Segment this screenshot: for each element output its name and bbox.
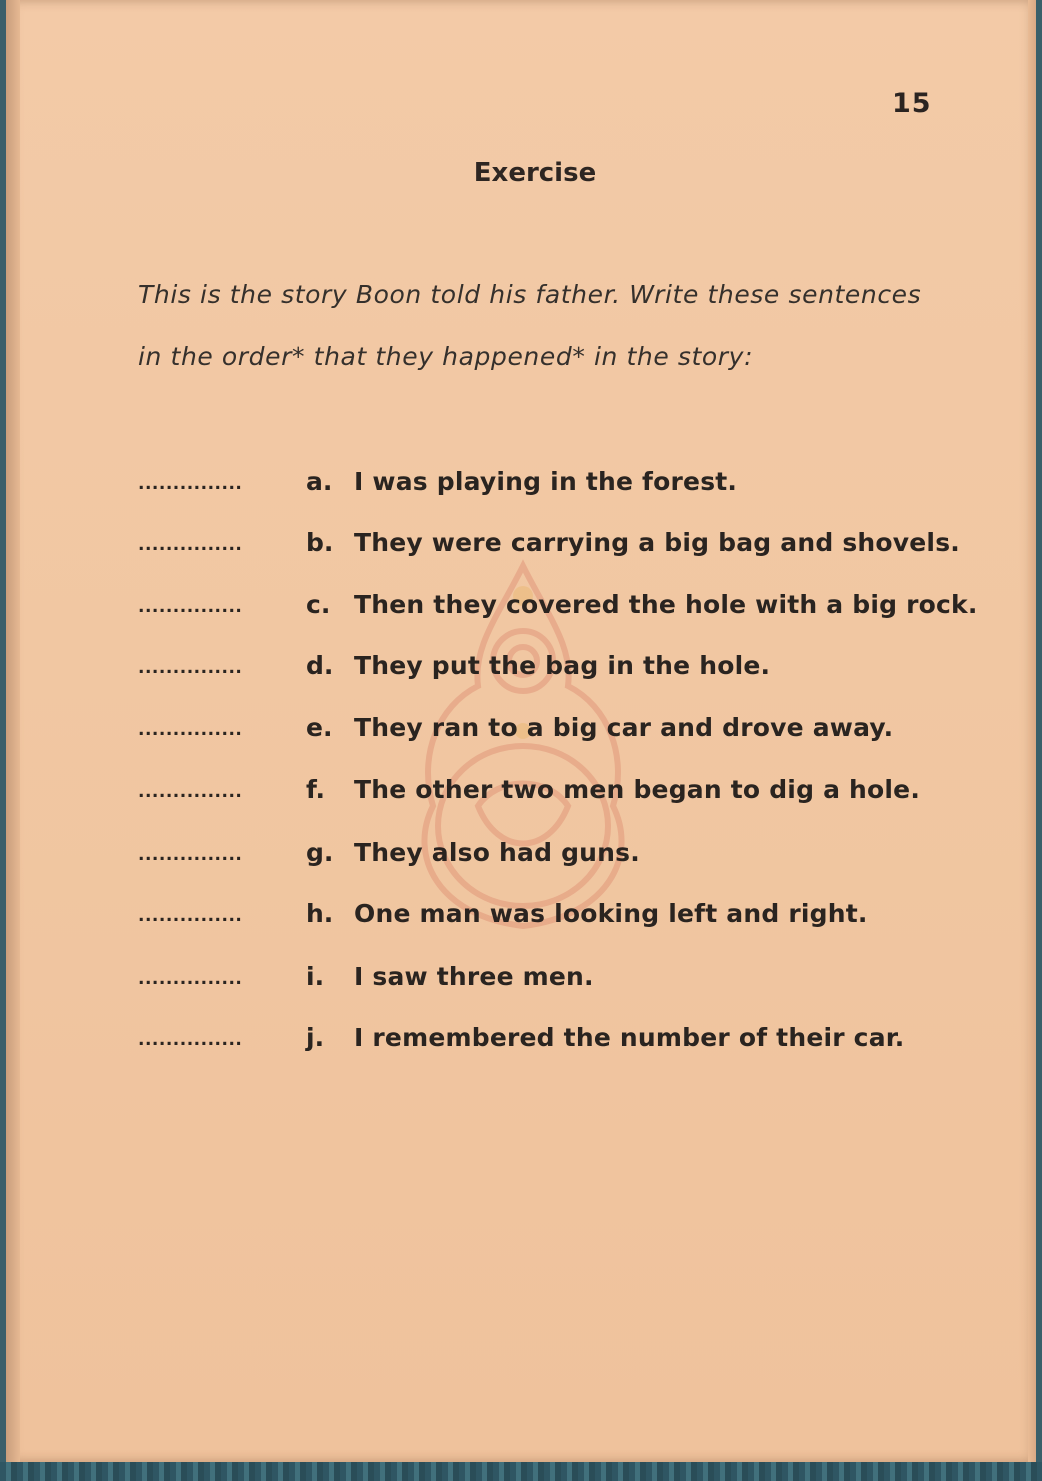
answer-blank[interactable]: ............... bbox=[138, 845, 243, 865]
item-letter: f. bbox=[306, 775, 326, 804]
item-sentence: Then they covered the hole with a big rock. bbox=[354, 590, 978, 619]
instruction-line-1: This is the story Boon told his father. Write these sentences bbox=[138, 280, 922, 309]
exercise-title: Exercise bbox=[473, 158, 597, 188]
answer-blank[interactable]: ............... bbox=[138, 474, 243, 494]
page-right-edge bbox=[1028, 0, 1036, 1462]
list-item bbox=[138, 708, 938, 748]
answer-blank[interactable]: ............... bbox=[138, 906, 243, 926]
item-sentence: I saw three men. bbox=[354, 962, 594, 991]
item-letter: i. bbox=[306, 962, 325, 991]
item-sentence: They were carrying a big bag and shovels. bbox=[354, 528, 960, 557]
item-letter: j. bbox=[306, 1023, 325, 1052]
list-item bbox=[138, 957, 938, 997]
list-item bbox=[138, 770, 938, 810]
item-letter: g. bbox=[306, 838, 334, 867]
item-sentence: They ran to a big car and drove away. bbox=[354, 713, 894, 742]
item-sentence: They also had guns. bbox=[354, 838, 640, 867]
answer-blank[interactable]: ............... bbox=[138, 658, 243, 678]
item-sentence: I remembered the number of their car. bbox=[354, 1023, 905, 1052]
list-item bbox=[138, 462, 938, 502]
item-sentence: The other two men began to dig a hole. bbox=[354, 775, 921, 804]
item-letter: e. bbox=[306, 713, 333, 742]
item-sentence: I was playing in the forest. bbox=[354, 467, 738, 496]
instruction-line-2: in the order* that they happened* in the story: bbox=[138, 342, 754, 371]
item-letter: d. bbox=[306, 651, 334, 680]
list-item bbox=[138, 585, 978, 625]
book-page bbox=[6, 0, 1036, 1462]
list-item bbox=[138, 646, 938, 686]
item-letter: b. bbox=[306, 528, 334, 557]
list-item bbox=[138, 523, 960, 563]
item-letter: c. bbox=[306, 590, 331, 619]
page-number: 15 bbox=[892, 88, 932, 119]
answer-blank[interactable]: ............... bbox=[138, 969, 243, 989]
item-sentence: They put the bag in the hole. bbox=[354, 651, 771, 680]
page-binding-edge bbox=[6, 0, 20, 1462]
answer-blank[interactable]: ............... bbox=[138, 782, 243, 802]
answer-blank[interactable]: ............... bbox=[138, 720, 243, 740]
list-item bbox=[138, 1018, 938, 1058]
item-letter: h. bbox=[306, 899, 334, 928]
book-cover-edge bbox=[0, 1462, 1042, 1481]
list-item bbox=[138, 894, 938, 934]
answer-blank[interactable]: ............... bbox=[138, 1030, 243, 1050]
answer-blank[interactable]: ............... bbox=[138, 597, 243, 617]
answer-blank[interactable]: ............... bbox=[138, 535, 243, 555]
item-sentence: One man was looking left and right. bbox=[354, 899, 868, 928]
item-letter: a. bbox=[306, 467, 333, 496]
list-item bbox=[138, 833, 938, 873]
